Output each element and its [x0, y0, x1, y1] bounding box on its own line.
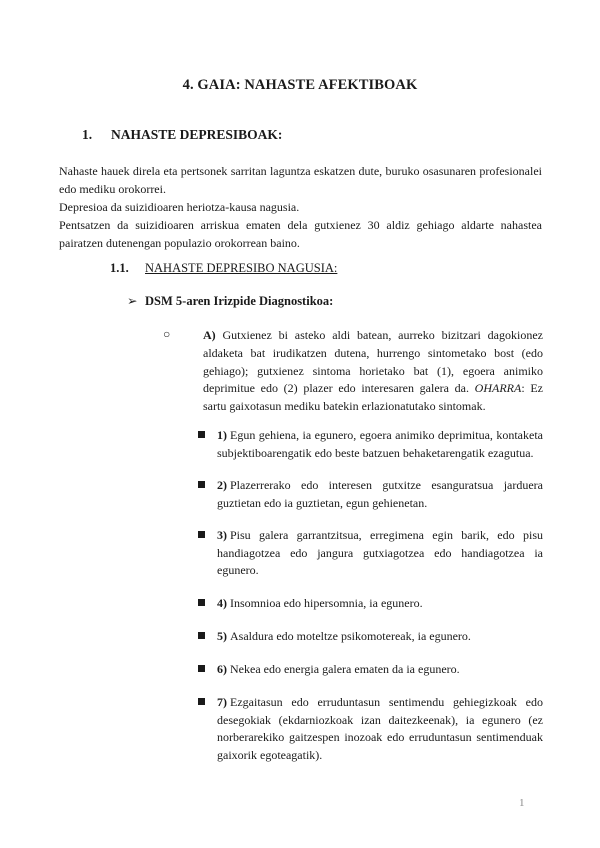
list-item [198, 477, 543, 512]
item-label: 5) [217, 629, 227, 643]
item-label: 6) [217, 662, 227, 676]
intro-paragraph: Depresioa da suizidioaren heriotza-kausa nagusia. [59, 200, 300, 214]
note-text: : Ez sartu gaixotasun mediku batekin erlazionatutako sintomak. [203, 381, 543, 414]
arrow-bullet-icon: ➢ [127, 294, 138, 308]
item-text: Egun gehiena, ia egunero, egoera animiko deprimitua, kontaketa subjektiboarengatik edo beste batzuen behaketarengatik ezagutua. [217, 428, 543, 460]
criterion-a-label: A) [203, 328, 216, 342]
list-item [198, 694, 543, 764]
page-title: 4. GAIA: NAHASTE AFEKTIBOAK [182, 77, 418, 93]
circle-bullet-icon: ○ [163, 327, 171, 341]
item-text: Ezgaitasun edo erruduntasun sentimendu gehiegizkoak edo desegokiak (ekdarniozkoak izan daitezkeenak), ia egunero (ez norberarekiko gaitzespen inozoak edo erruduntasun sentimenduak gaixorik egoteagatik). [217, 695, 543, 762]
intro-paragraph: Nahaste hauek direla eta pertsonek sarritan laguntza eskatzen dute, buruko osasunaren profesionalei edo mediku orokorrei. [59, 164, 542, 196]
list-item [198, 427, 543, 462]
item-text: Nekea edo energia galera ematen da ia egunero. [230, 662, 460, 676]
square-bullet-icon [198, 531, 205, 538]
item-label: 2) [217, 478, 227, 492]
item-label: 1) [217, 428, 227, 442]
criterion-a-body: Gutxienez bi asteko aldi batean, aurreko bizitzari dagokionez aldaketa bat irudikatzen dutena, hurrengo sintometako bost (edo gehiago); gutxienez sintoma horietako bat (1), egoera animiko deprimitue edo (2) plazer edo interesaren galera da. [203, 328, 543, 396]
subsection-heading [110, 261, 337, 276]
square-bullet-icon [198, 698, 205, 705]
item-text: Pisu galera garrantzitsua, erregimena egin barik, edo pisu handiagotzea edo jangura gutxiagotzea edo handiagotzea ia egunero. [217, 528, 543, 578]
list-item [198, 628, 543, 646]
note-label: OHARRA [474, 381, 522, 396]
section-number: 1. [82, 127, 93, 142]
page-number: 1 [519, 797, 525, 809]
list-item [198, 527, 543, 580]
square-bullet-icon [198, 665, 205, 672]
criterion-a [163, 327, 543, 416]
square-bullet-icon [198, 481, 205, 488]
subsection-number: 1.1. [110, 261, 129, 275]
subsection-label: NAHASTE DEPRESIBO NAGUSIA: [145, 261, 338, 275]
criterion-a-text [203, 327, 543, 416]
intro-paragraph: Pentsatzen da suizidioaren arriskua ematen dela gutxienez 30 aldiz gehiago aldarte nahastea pairatzen dutenengan populazio orokorrean baino. [59, 218, 542, 250]
list-item [198, 595, 543, 613]
item-label: 4) [217, 596, 227, 610]
item-text: Insomnioa edo hipersomnia, ia egunero. [230, 596, 423, 610]
square-bullet-icon [198, 599, 205, 606]
list-item [198, 661, 543, 679]
section-heading [82, 127, 282, 143]
item-label: 7) [217, 695, 227, 709]
dsm-label: DSM 5-aren Irizpide Diagnostikoa: [145, 294, 334, 308]
intro-text [59, 162, 542, 252]
section-label: NAHASTE DEPRESIBOAK: [111, 127, 283, 142]
item-text: Asaldura edo moteltze psikomotereak, ia egunero. [230, 629, 471, 643]
item-text: Plazerrerako edo interesen gutxitze esanguratsua jarduera guztietan edo ia guztietan, egun gehienetan. [217, 478, 543, 510]
square-bullet-icon [198, 632, 205, 639]
square-bullet-icon [198, 431, 205, 438]
dsm-heading [127, 293, 333, 309]
item-label: 3) [217, 528, 227, 542]
